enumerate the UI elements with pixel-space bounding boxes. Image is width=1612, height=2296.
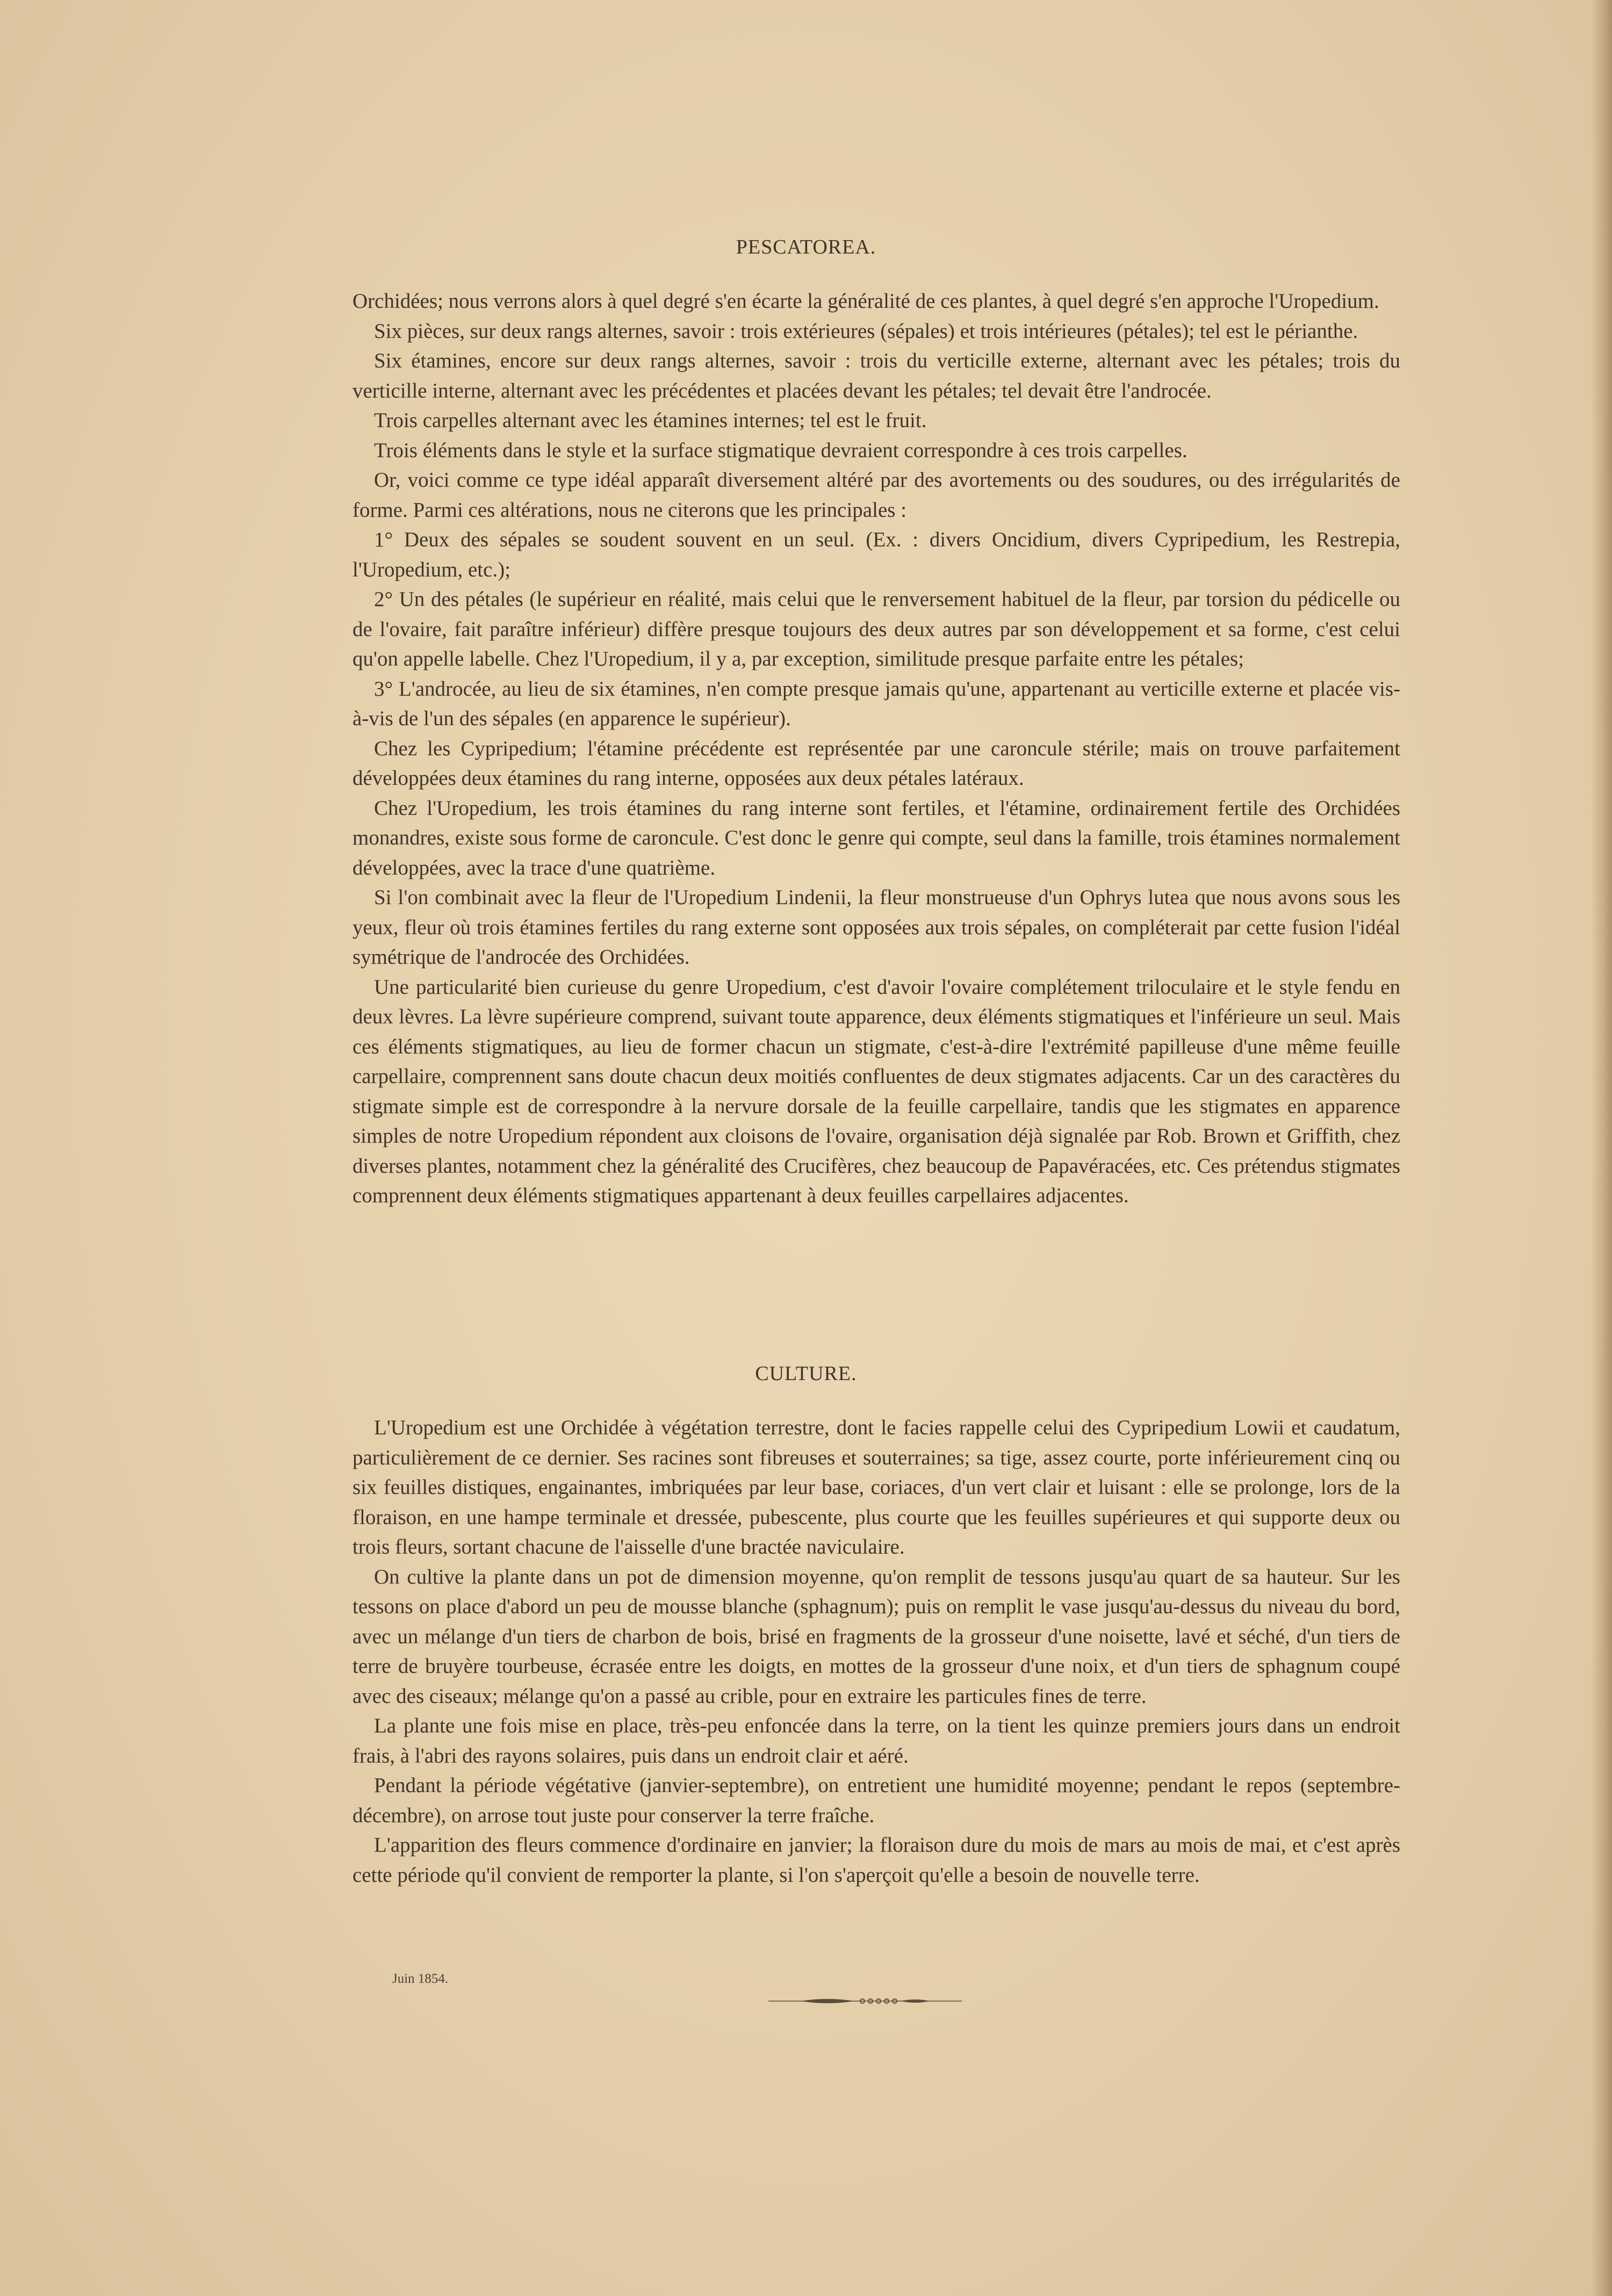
paragraph: Chez l'Uropedium, les trois étamines du rang interne sont fertiles, et l'étamine, ordinairement fertile des Orchidées monandres, existe sous forme de caroncule. C'est donc le genre qui compte, seul dans la famille, trois étamines normalement développées, avec la trace d'une quatrième. xyxy=(352,796,1400,879)
paragraph: Une particularité bien curieuse du genre Uropedium, c'est d'avoir l'ovaire complétement triloculaire et le style fendu en deux lèvres. La lèvre supérieure comprend, suivant toute apparence, deux éléments stigmatiques et l'inférieure un seul. Mais ces éléments stigmatiques, au lieu de former chacun un stigmate, c'est-à-dire l'extrémité papilleuse d'une même feuille carpellaire, comprennent sans doute chacun deux moitiés confluentes de deux stigmates adjacents. Car un des caractères du stigmate simple est de correspondre à la nervure dorsale de la feuille carpellaire, tandis que les stigmates en apparence simples de notre Uropedium répondent aux cloisons de l'ovaire, organisation déjà signalée par Rob. Brown et Griffith, chez diverses plantes, notamment chez la généralité des Crucifères, chez beaucoup de Papavéracées, etc. Ces prétendus stigmates comprennent deux éléments stigmatiques appartenant à deux feuilles carpellaires adjacentes. xyxy=(352,975,1400,1207)
paragraph: Trois carpelles alternant avec les étamines internes; tel est le fruit. xyxy=(374,409,927,432)
paragraph: Si l'on combinait avec la fleur de l'Uropedium Lindenii, la fleur monstrueuse d'un Ophrys lutea que nous avons sous les yeux, fleur où trois étamines fertiles du rang externe sont opposées aux trois sépales, on compléterait par cette fusion l'idéal symétrique de l'androcée des Orchidées. xyxy=(352,886,1400,969)
paragraph: Six étamines, encore sur deux rangs alternes, savoir : trois du verticille externe, alternant avec les pétales; trois du verticille interne, alternant avec les précédentes et placées devant les pétales; tel devait être l'androcée. xyxy=(352,349,1400,402)
page-spine-shadow xyxy=(1591,0,1612,2296)
paragraph: On cultive la plante dans un pot de dimension moyenne, qu'on remplit de tessons jusqu'au quart de sa hauteur. Sur les tessons on place d'abord un peu de mousse blanche (sphagnum); puis on remplit le vase jusqu'au-dessus du niveau du bord, avec un mélange d'un tiers de charbon de bois, brisé en fragments de la grosseur d'une noisette, lavé et séché, d'un tiers de terre de bruyère tourbeuse, écrasée entre les doigts, en mottes de la grosseur d'une noix, et d'un tiers de sphagnum coupé avec des ciseaux; mélange qu'on a passé au crible, pour en extraire les particules fines de terre. xyxy=(352,1565,1400,1708)
paragraph: Orchidées; nous verrons alors à quel degré s'en écarte la généralité de ces plantes, à quel degré s'en approche l'Uropedium. xyxy=(352,290,1379,313)
paragraph: 3° L'androcée, au lieu de six étamines, n'en compte presque jamais qu'une, appartenant au verticille externe et placée vis-à-vis de l'un des sépales (en apparence le supérieur). xyxy=(352,677,1400,730)
section-heading-culture: CULTURE. xyxy=(755,1362,857,1385)
paragraph: Chez les Cypripedium; l'étamine précédente est représentée par une caroncule stérile; mais on trouve parfaitement développées deux étamines du rang interne, opposées aux deux pétales latéraux. xyxy=(352,737,1400,790)
end-ornament-icon xyxy=(768,1995,962,2008)
paragraph: Or, voici comme ce type idéal apparaît diversement altéré par des avortements ou des soudures, ou des irrégularités de forme. Parmi ces altérations, nous ne citerons que les principales : xyxy=(352,468,1400,522)
page-title: PESCATOREA. xyxy=(736,236,876,258)
paragraph: Trois éléments dans le style et la surface stigmatique devraient correspondre à ces trois carpelles. xyxy=(374,438,1188,462)
paragraph: Six pièces, sur deux rangs alternes, savoir : trois extérieures (sépales) et trois intérieures (pétales); tel est le périanthe. xyxy=(374,319,1358,343)
culture-body xyxy=(352,1413,1400,1890)
publication-date: Juin 1854. xyxy=(392,1972,449,1986)
paragraph: La plante une fois mise en place, très-peu enfoncée dans la terre, on la tient les quinze premiers jours dans un endroit frais, à l'abri des rayons solaires, puis dans un endroit clair et aéré. xyxy=(352,1714,1400,1767)
paragraph: 1° Deux des sépales se soudent souvent en un seul. (Ex. : divers Oncidium, divers Cypripedium, les Restrepia, l'Uropedium, etc.); xyxy=(352,528,1400,581)
paragraph: 2° Un des pétales (le supérieur en réalité, mais celui que le renversement habituel de la fleur, par torsion du pédicelle ou de l'ovaire, fait paraître inférieur) diffère presque toujours des deux autres par son développement et sa forme, c'est celui qu'on appelle labelle. Chez l'Uropedium, il y a, par exception, similitude presque parfaite entre les pétales; xyxy=(352,588,1400,670)
paragraph: L'Uropedium est une Orchidée à végétation terrestre, dont le facies rappelle celui des Cypripedium Lowii et caudatum, particulièrement de ce dernier. Ses racines sont fibreuses et souterraines; sa tige, assez courte, porte inférieurement cinq ou six feuilles distiques, engainantes, imbriquées par leur base, coriaces, d'un vert clair et luisant : elle se prolonge, lors de la floraison, en une hampe terminale et dressée, pubescente, plus courte que les feuilles supérieures et qui supporte deux ou trois fleurs, sortant chacune de l'aisselle d'une bractée naviculaire. xyxy=(352,1416,1400,1558)
section-body xyxy=(352,286,1400,1211)
paragraph: Pendant la période végétative (janvier-septembre), on entretient une humidité moyenne; pendant le repos (septembre-décembre), on arrose tout juste pour conserver la terre fraîche. xyxy=(352,1774,1400,1827)
paragraph: L'apparition des fleurs commence d'ordinaire en janvier; la floraison dure du mois de mars au mois de mai, et c'est après cette période qu'il convient de remporter la plante, si l'on s'aperçoit qu'elle a besoin de nouvelle terre. xyxy=(352,1833,1400,1887)
